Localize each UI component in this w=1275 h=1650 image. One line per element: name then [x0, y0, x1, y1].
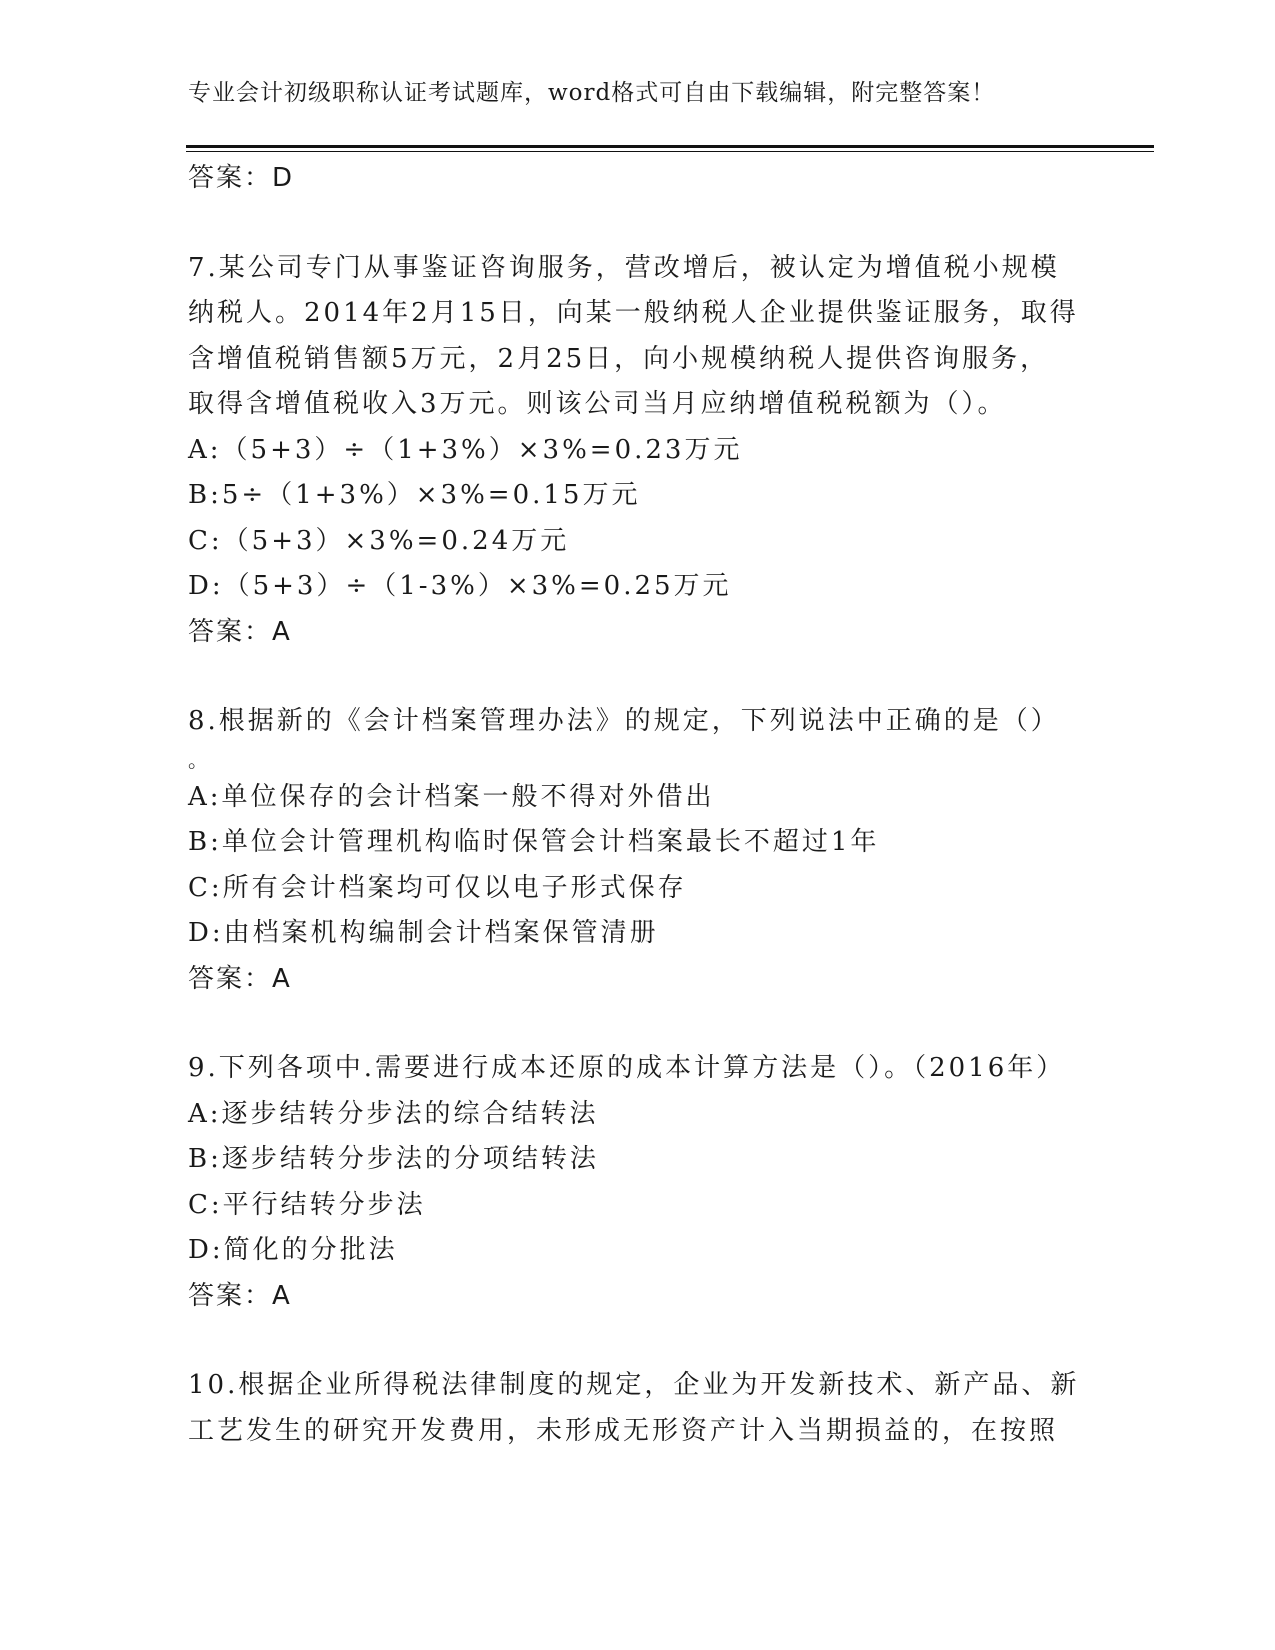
question-9 [188, 1046, 1088, 1319]
option-c: C:（5+3）×3%=0.24万元 [188, 525, 570, 556]
question-8 [188, 699, 1088, 1002]
question-list [188, 156, 1088, 1454]
previous-answer: 答案：D [188, 163, 295, 193]
question-7 [188, 246, 1088, 656]
spacer [188, 655, 1088, 699]
question-text-line: 8.根据新的《会计档案管理办法》的规定，下列说法中正确的是（） [188, 706, 1060, 736]
spacer [188, 1319, 1088, 1363]
option-d: D:由档案机构编制会计档案保管清册 [188, 918, 659, 948]
option-b: B:5÷（1+3%）×3%=0.15万元 [188, 480, 641, 510]
option-a: A:单位保存的会计档案一般不得对外借出 [188, 781, 715, 812]
question-text-line: 10.根据企业所得税法律制度的规定，企业为开发新技术、新产品、新 [188, 1370, 1080, 1400]
option-a: A:（5+3）÷（1+3%）×3%=0.23万元 [188, 434, 743, 465]
option-d: D:简化的分批法 [188, 1235, 398, 1265]
question-text-line: 9.下列各项中.需要进行成本还原的成本计算方法是（）。（2016年） [188, 1053, 1066, 1083]
question-text-line: 。 [188, 747, 211, 772]
spacer [188, 202, 1088, 246]
question-text-line: 纳税人。2014年2月15日，向某一般纳税人企业提供鉴证服务，取得 [188, 298, 1079, 328]
page-header: 专业会计初级职称认证考试题库，word格式可自由下载编辑，附完整答案！ [188, 80, 996, 106]
answer: 答案：A [188, 616, 292, 647]
option-b: B:逐步结转分步法的分项结转法 [188, 1144, 599, 1174]
spacer [188, 1002, 1088, 1046]
option-c: C:平行结转分步法 [188, 1189, 426, 1220]
header-rule-thin [186, 151, 1154, 152]
option-c: C:所有会计档案均可仅以电子形式保存 [188, 872, 687, 903]
option-b: B:单位会计管理机构临时保管会计档案最长不超过1年 [188, 827, 880, 857]
question-text-line: 取得含增值税收入3万元。则该公司当月应纳增值税税额为（）。 [188, 389, 1007, 419]
answer: 答案：A [188, 1280, 292, 1311]
answer: 答案：A [188, 963, 292, 994]
option-d: D:（5+3）÷（1-3%）×3%=0.25万元 [188, 571, 732, 601]
question-text-line: 7.某公司专门从事鉴证咨询服务，营改增后，被认定为增值税小规模 [188, 252, 1060, 283]
question-text-line: 工艺发生的研究开发费用，未形成无形资产计入当期损益的，在按照 [188, 1415, 1059, 1446]
header-rule-thick [186, 145, 1154, 148]
question-10 [188, 1363, 1088, 1454]
option-a: A:逐步结转分步法的综合结转法 [188, 1098, 599, 1129]
question-text-line: 含增值税销售额5万元，2月25日，向小规模纳税人提供咨询服务， [188, 343, 1050, 374]
